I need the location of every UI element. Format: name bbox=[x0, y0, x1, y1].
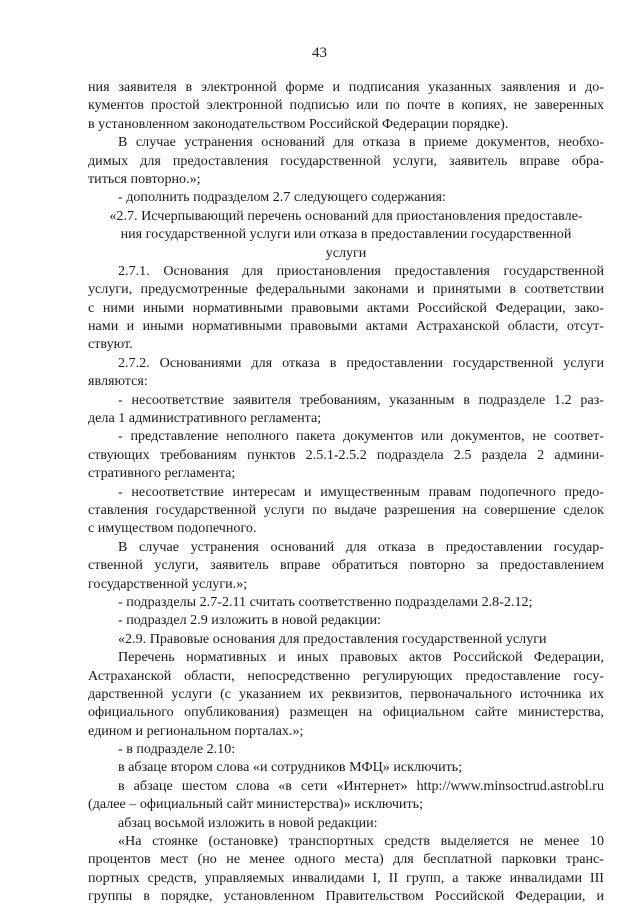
text-line: абзац восьмой изложить в новой редакции: bbox=[118, 814, 378, 831]
text-line: услуги, предусмотренные федеральными законами и принятыми в соответствии bbox=[88, 281, 604, 298]
text-line: - подразделы 2.7-2.11 считать соответственно подразделами 2.8-2.12; bbox=[118, 593, 533, 610]
text-line: - в подразделе 2.10: bbox=[118, 741, 236, 758]
text-line: портных средств, управляемых инвалидами I, II групп, а также инвалидами III bbox=[88, 869, 604, 886]
text-line: с ними иными нормативными правовыми актами Российской Федерации, зако- bbox=[88, 299, 604, 316]
text-line: являются: bbox=[88, 373, 148, 390]
text-line: ставления государственной услуги по выдаче разрешения на совершение сделок bbox=[88, 501, 604, 518]
text-line: государственной услуги.»; bbox=[88, 575, 248, 592]
text-line: - несоответствие заявителя требованиям, указанным в подразделе 1.2 раз- bbox=[118, 391, 604, 408]
text-line: «На стоянке (остановке) транспортных средств выделяется не менее 10 bbox=[118, 833, 604, 850]
text-line: Перечень нормативных и иных правовых актов Российской Федерации, bbox=[118, 649, 604, 666]
text-line: дела 1 административного регламента; bbox=[88, 410, 322, 427]
text-line: - несоответствие интересам и имущественным правам подопечного предо- bbox=[118, 483, 604, 500]
text-line: дарственной услуги (с указанием их реквизитов, первоначального источника их bbox=[88, 685, 604, 702]
text-line: стративного регламента; bbox=[88, 465, 236, 482]
text-line: титься повторно.»; bbox=[88, 170, 201, 187]
text-line: Астраханской области, непосредственно регулирующих предоставление госу- bbox=[88, 667, 604, 684]
text-line: в абзаце шестом слова «в сети «Интернет» http://www.minsoctrud.astrobl.ru bbox=[118, 777, 604, 794]
text-line: 2.7.2. Основаниями для отказа в предоставлении государственной услуги bbox=[118, 354, 604, 371]
text-line: услуги bbox=[325, 244, 367, 261]
text-line: нами и иными нормативными правовыми актами Астраханской области, отсут- bbox=[88, 318, 604, 335]
text-line: ствующих требованиям пунктов 2.5.1-2.5.2 подраздела 2.5 раздела 2 админи- bbox=[88, 446, 604, 463]
text-line: 2.7.1. Основания для приостановления предоставления государственной bbox=[118, 262, 604, 279]
text-line: «2.9. Правовые основания для предоставления государственной услуги bbox=[118, 630, 547, 647]
text-line: ния государственной услуги или отказа в предоставлении государственной bbox=[120, 226, 572, 243]
text-line: В случае устранения оснований для отказа в предоставлении государ- bbox=[118, 538, 604, 555]
text-line: - дополнить подразделом 2.7 следующего содержания: bbox=[118, 189, 446, 206]
text-line: ствуют. bbox=[88, 336, 133, 353]
text-line: - подраздел 2.9 изложить в новой редакции: bbox=[118, 612, 381, 629]
text-line: В случае устранения оснований для отказа в приеме документов, необхо- bbox=[118, 134, 604, 151]
text-line: едином и региональном порталах.»; bbox=[88, 722, 304, 739]
text-line: (далее – официальный сайт министерства)» исключить; bbox=[88, 796, 423, 813]
text-line: кументов простой электронной подписью или по почте в копиях, не заверенных bbox=[88, 97, 604, 114]
text-line: в абзаце втором слова «и сотрудников МФЦ» исключить; bbox=[118, 759, 463, 776]
text-line: - представление неполного пакета документов или документов, не соответ- bbox=[118, 428, 604, 445]
document-body bbox=[88, 78, 604, 906]
text-line: с имуществом подопечного. bbox=[88, 520, 257, 537]
text-line: «2.7. Исчерпывающий перечень оснований для приостановления предоставле- bbox=[109, 207, 583, 224]
text-line: ственной услуги, заявитель вправе обратиться повторно за предоставлением bbox=[88, 557, 604, 574]
text-line: официального опубликования) размещен на официальном сайте министерства, bbox=[88, 704, 604, 721]
text-line: в установленном законодательством Российской Федерации порядке). bbox=[88, 115, 509, 132]
text-line: группы в порядке, установленном Правительством Российской Федерации, и bbox=[88, 888, 604, 905]
text-line: процентов мест (но не менее одного места) для бесплатной парковки транс- bbox=[88, 851, 604, 868]
page-number: 43 bbox=[312, 45, 327, 61]
text-line: димых для предоставления государственной услуги, заявитель вправе обра- bbox=[88, 152, 604, 169]
text-line: ния заявителя в электронной форме и подписания указанных заявления и до- bbox=[88, 79, 604, 95]
